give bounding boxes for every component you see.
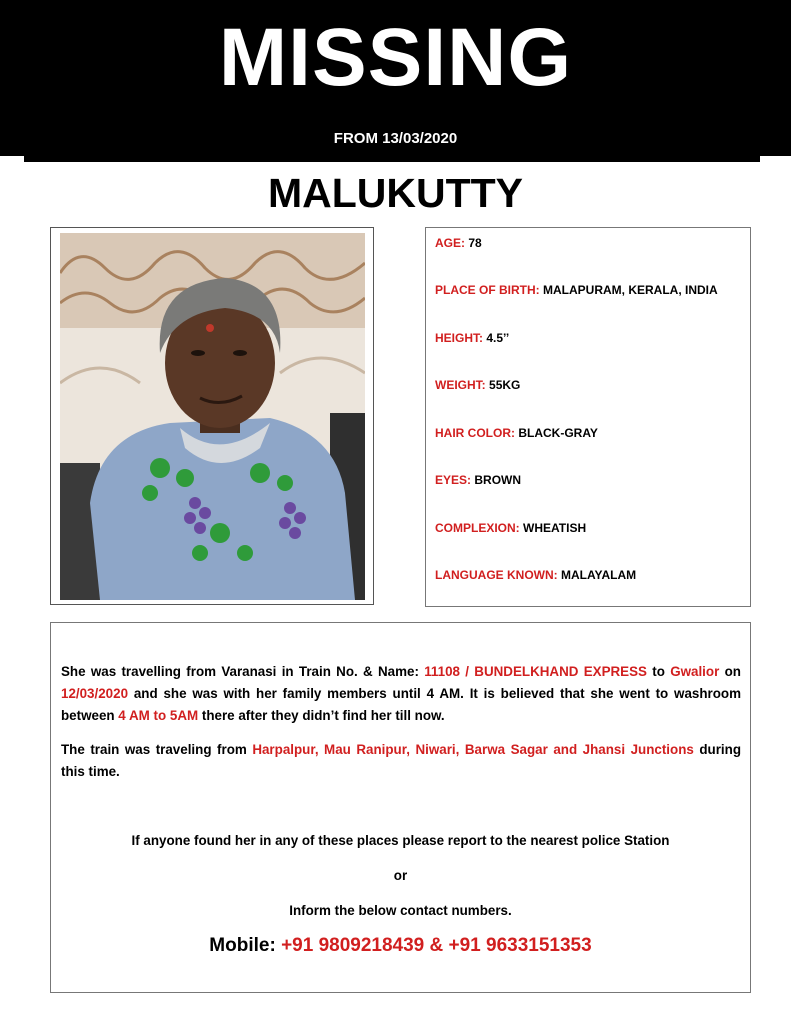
detail-label: WEIGHT: [435, 378, 486, 392]
destination: Gwalior [670, 664, 720, 679]
detail-value: 78 [468, 236, 482, 250]
detail-height [435, 331, 509, 345]
detail-label: LANGUAGE KNOWN: [435, 568, 558, 582]
details-box [425, 227, 751, 607]
detail-label: COMPLEXION: [435, 521, 520, 535]
detail-label: HAIR COLOR: [435, 426, 515, 440]
detail-label: AGE: [435, 236, 465, 250]
mobile-label: Mobile: [209, 935, 282, 956]
mobile-line [51, 935, 750, 957]
detail-value: 4.5’’ [486, 331, 510, 345]
or-text: or [393, 868, 408, 883]
story-paragraph-2 [61, 739, 741, 783]
detail-label: HEIGHT: [435, 331, 483, 345]
banner-edge-left [0, 156, 24, 164]
detail-age [435, 236, 482, 250]
story-text: during this time. [61, 742, 741, 779]
detail-label: EYES: [435, 473, 472, 487]
detail-value: 55KG [489, 378, 521, 392]
detail-label: PLACE OF BIRTH: [435, 283, 540, 297]
inform-text: Inform the below contact numbers. [289, 903, 512, 918]
detail-value: BLACK-GRAY [518, 426, 598, 440]
story-text: on [719, 664, 741, 679]
appeal-text: If anyone found her in any of these places please report to the nearest police Station [131, 833, 670, 848]
banner-underline [0, 156, 791, 162]
detail-place-of-birth [435, 283, 718, 297]
detail-weight [435, 378, 520, 392]
person-photo [60, 233, 365, 600]
banner-edge-right [760, 156, 791, 164]
story-text: and she was with her family members until 4 AM. It is believed that she went to washroom between [61, 686, 741, 723]
missing-time: 4 AM to 5AM [118, 708, 199, 723]
header-banner [0, 0, 791, 160]
story-text: there after they didn’t find her till now. [198, 708, 445, 723]
missing-title: MISSING [218, 12, 573, 103]
mobile-numbers: +91 9809218439 & +91 9633151353 [281, 935, 592, 956]
detail-value: MALAPURAM, KERALA, INDIA [543, 283, 718, 297]
story-text: to [646, 664, 671, 679]
detail-value: WHEATISH [523, 521, 587, 535]
detail-hair-color [435, 426, 598, 440]
train-name: 11108 / BUNDELKHAND EXPRESS [424, 664, 647, 679]
detail-complexion [435, 521, 586, 535]
detail-value: MALAYALAM [561, 568, 637, 582]
missing-since-date: FROM 13/03/2020 [333, 130, 458, 147]
story-text: She was travelling from Varanasi in Train No. & Name: [61, 664, 425, 679]
person-name: MALUKUTTY [267, 170, 524, 216]
story-text: The train was traveling from [61, 742, 253, 757]
detail-value: BROWN [474, 473, 522, 487]
detail-eyes [435, 473, 521, 487]
travel-date: 12/03/2020 [61, 686, 129, 701]
story-paragraph-1 [61, 661, 741, 727]
detail-language [435, 568, 636, 582]
route-places: Harpalpur, Mau Ranipur, Niwari, Barwa Sagar and Jhansi Junctions [252, 742, 694, 757]
story-box [50, 622, 751, 993]
